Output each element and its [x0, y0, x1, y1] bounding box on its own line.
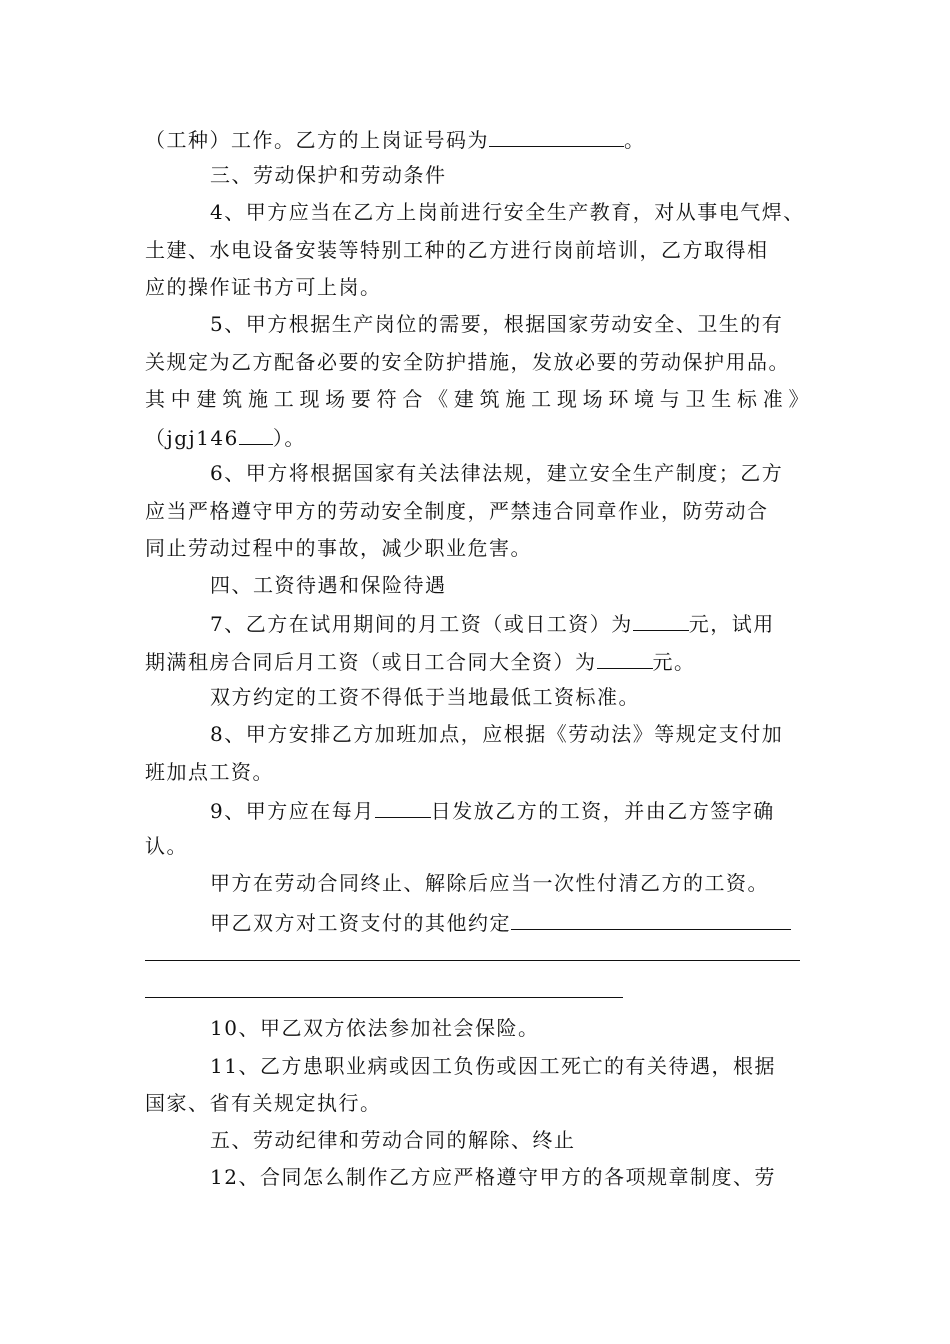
text-segment: 7、乙方在试用期间的月工资（或日工资）为 — [210, 612, 633, 636]
text-segment: （工种）工作。乙方的上岗证号码为 — [145, 128, 489, 152]
paragraph-line: 国家、省有关规定执行。 — [145, 1091, 382, 1115]
paragraph-line: 6、甲方将根据国家有关法律法规，建立安全生产制度；乙方 — [210, 461, 784, 485]
paragraph-line — [210, 795, 810, 823]
paragraph-line: 双方约定的工资不得低于当地最低工资标准。 — [210, 685, 640, 709]
text-segment: 日发放乙方的工资，并由乙方签字确 — [430, 799, 775, 823]
blank-line — [145, 960, 800, 961]
paragraph-line — [210, 608, 810, 636]
paragraph-line: 10、甲乙双方依法参加社会保险。 — [210, 1016, 540, 1040]
paragraph-line: 甲方在劳动合同终止、解除后应当一次性付清乙方的工资。 — [210, 871, 769, 895]
paragraph-line: 应的操作证书方可上岗。 — [145, 275, 382, 299]
paragraph-line — [210, 907, 810, 935]
paragraph-line — [145, 422, 810, 450]
blank-field — [239, 422, 273, 445]
section-heading-3: 三、劳动保护和劳动条件 — [210, 163, 447, 187]
text-segment: 9、甲方应在每月 — [210, 799, 375, 823]
text-segment: 甲乙双方对工资支付的其他约定 — [210, 911, 511, 935]
paragraph-line: 应当严格遵守甲方的劳动安全制度，严禁违合同章作业，防劳动合 — [145, 499, 769, 523]
paragraph-line: 4、甲方应当在乙方上岗前进行安全生产教育，对从事电气焊、 — [210, 200, 805, 224]
section-heading-4: 四、工资待遇和保险待遇 — [210, 573, 447, 597]
paragraph-line: 12、合同怎么制作乙方应严格遵守甲方的各项规章制度、劳 — [210, 1165, 776, 1189]
text-segment: 元。 — [652, 650, 696, 674]
paragraph-line: 其中建筑施工现场要符合《建筑施工现场环境与卫生标准》 — [145, 387, 810, 411]
blank-field — [511, 907, 791, 930]
blank-field — [597, 646, 653, 669]
paragraph-line — [145, 124, 810, 152]
blank-field — [633, 608, 689, 631]
blank-field — [489, 124, 624, 147]
paragraph-line: 土建、水电设备安装等特别工种的乙方进行岗前培训，乙方取得相 — [145, 238, 769, 262]
paragraph-line: 关规定为乙方配备必要的安全防护措施，发放必要的劳动保护用品。 — [145, 350, 790, 374]
paragraph-line: 8、甲方安排乙方加班加点，应根据《劳动法》等规定支付加 — [210, 722, 784, 746]
blank-field — [375, 795, 431, 818]
paragraph-line: 5、甲方根据生产岗位的需要，根据国家劳动安全、卫生的有 — [210, 312, 784, 336]
text-segment: 元，试用 — [688, 612, 775, 636]
paragraph-line: 班加点工资。 — [145, 760, 274, 784]
paragraph-line: 认。 — [145, 834, 188, 858]
paragraph-line: 同止劳动过程中的事故，减少职业危害。 — [145, 536, 532, 560]
text-segment: （jgj146 — [145, 426, 239, 450]
paragraph-line — [145, 646, 810, 674]
blank-line — [145, 997, 623, 998]
text-segment: ）。 — [272, 426, 306, 450]
text-segment: 期满租房合同后月工资（或日工合同大全资）为 — [145, 650, 597, 674]
paragraph-line: 11、乙方患职业病或因工负伤或因工死亡的有关待遇，根据 — [210, 1054, 776, 1078]
text-segment: 。 — [624, 128, 646, 152]
section-heading-5: 五、劳动纪律和劳动合同的解除、终止 — [210, 1128, 576, 1152]
